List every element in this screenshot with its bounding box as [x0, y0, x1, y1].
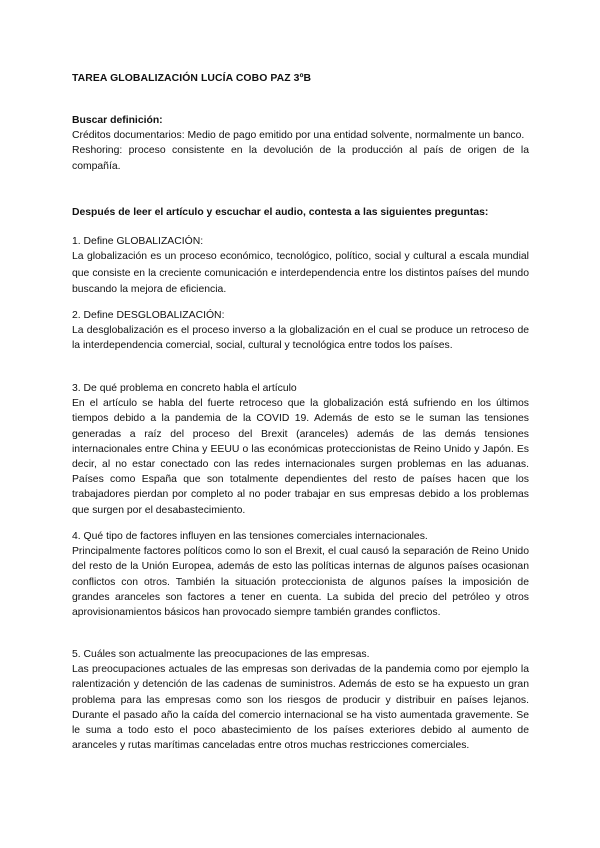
definition-reshoring: Reshoring: proceso consistente en la devolución de la producción al país de origen de la compañía.: [72, 145, 529, 172]
question-heading: 1. Define GLOBALIZACIÓN:: [72, 236, 204, 247]
question-answer: La desglobalización es el proceso inverso a la globalización en el cual se produce un retroceso de la interdependencia comercial, social, cultural y tecnológica entre todos los países.: [72, 325, 529, 352]
definition-creditos: Créditos documentarios: Medio de pago emitido por una entidad solvente, normalmente un banco.: [72, 130, 525, 142]
question-answer: Las preocupaciones actuales de las empresas son derivadas de la pandemia como por ejemplo la ralentización y detención de las cadenas de suministros. Además de esto se ha expuesto un gran problema para las empresas como son los riesgos de producir y distribuir en países lejanos. Durante el pasado año la caída del comercio internacional se ha visto aumentada gravemente. Se le suma a todo esto el poco abastecimiento de los países exteriores debido al aumento de aranceles y rutas marítimas canceladas entre otros muchas restricciones comerciales.: [72, 664, 529, 752]
definitions-section: [72, 113, 529, 174]
question-5: [72, 647, 529, 753]
instructions: Después de leer el artículo y escuchar el audio, contesta a las siguientes preguntas:: [72, 207, 489, 218]
question-1: [72, 234, 529, 299]
question-heading: 5. Cuáles son actualmente las preocupaciones de las empresas.: [72, 649, 370, 660]
question-2: [72, 308, 529, 354]
question-answer: La globalización es un proceso económico, tecnológico, político, social y cultural a escala mundial que consiste en la creciente comunicación e interdependencia entre los distintos países del mundo buscando la mejora de eficiencia.: [72, 251, 529, 296]
document-title: TAREA GLOBALIZACIÓN LUCÍA COBO PAZ 3ºB: [72, 73, 312, 84]
question-4: [72, 529, 529, 620]
question-heading: 2. Define DESGLOBALIZACIÓN:: [72, 310, 225, 321]
question-heading: 3. De qué problema en concreto habla el artículo: [72, 383, 297, 394]
definitions-heading: Buscar definición:: [72, 115, 163, 126]
question-answer: En el artículo se habla del fuerte retroceso que la globalización está sufriendo en los últimos tiempos debido a la pandemia de la COVID 19. Además de esto se le suman las tensiones generadas a raíz del proceso del Brexit (aranceles) además de las demás tensiones internacionales entre China y EEUU o las económicas proteccionistas de Reino Unido y Japón. Es decir, al no estar conectado con las redes internacionales surgen problemas en las aduanas. Países como España que son totalmente dependientes del resto de países hacen que los trabajadores pierdan por completo al no poder trabajar en sus empresas debido a los problemas que surgen por el desabastecimiento.: [72, 398, 529, 516]
question-3: [72, 381, 529, 518]
question-answer: Principalmente factores políticos como lo son el Brexit, el cual causó la separación de Reino Unido del resto de la Unión Europea, además de esto las políticas internas de algunos países ocasionan conflictos con otros. También la situación proteccionista de algunos países la imposición de grandes aranceles son factores a tener en cuenta. La subida del precio del petróleo y otros aprovisionamientos básicos han provocado siempre también grandes conflictos.: [72, 546, 529, 619]
question-heading: 4. Qué tipo de factores influyen en las tensiones comerciales internacionales.: [72, 531, 428, 542]
